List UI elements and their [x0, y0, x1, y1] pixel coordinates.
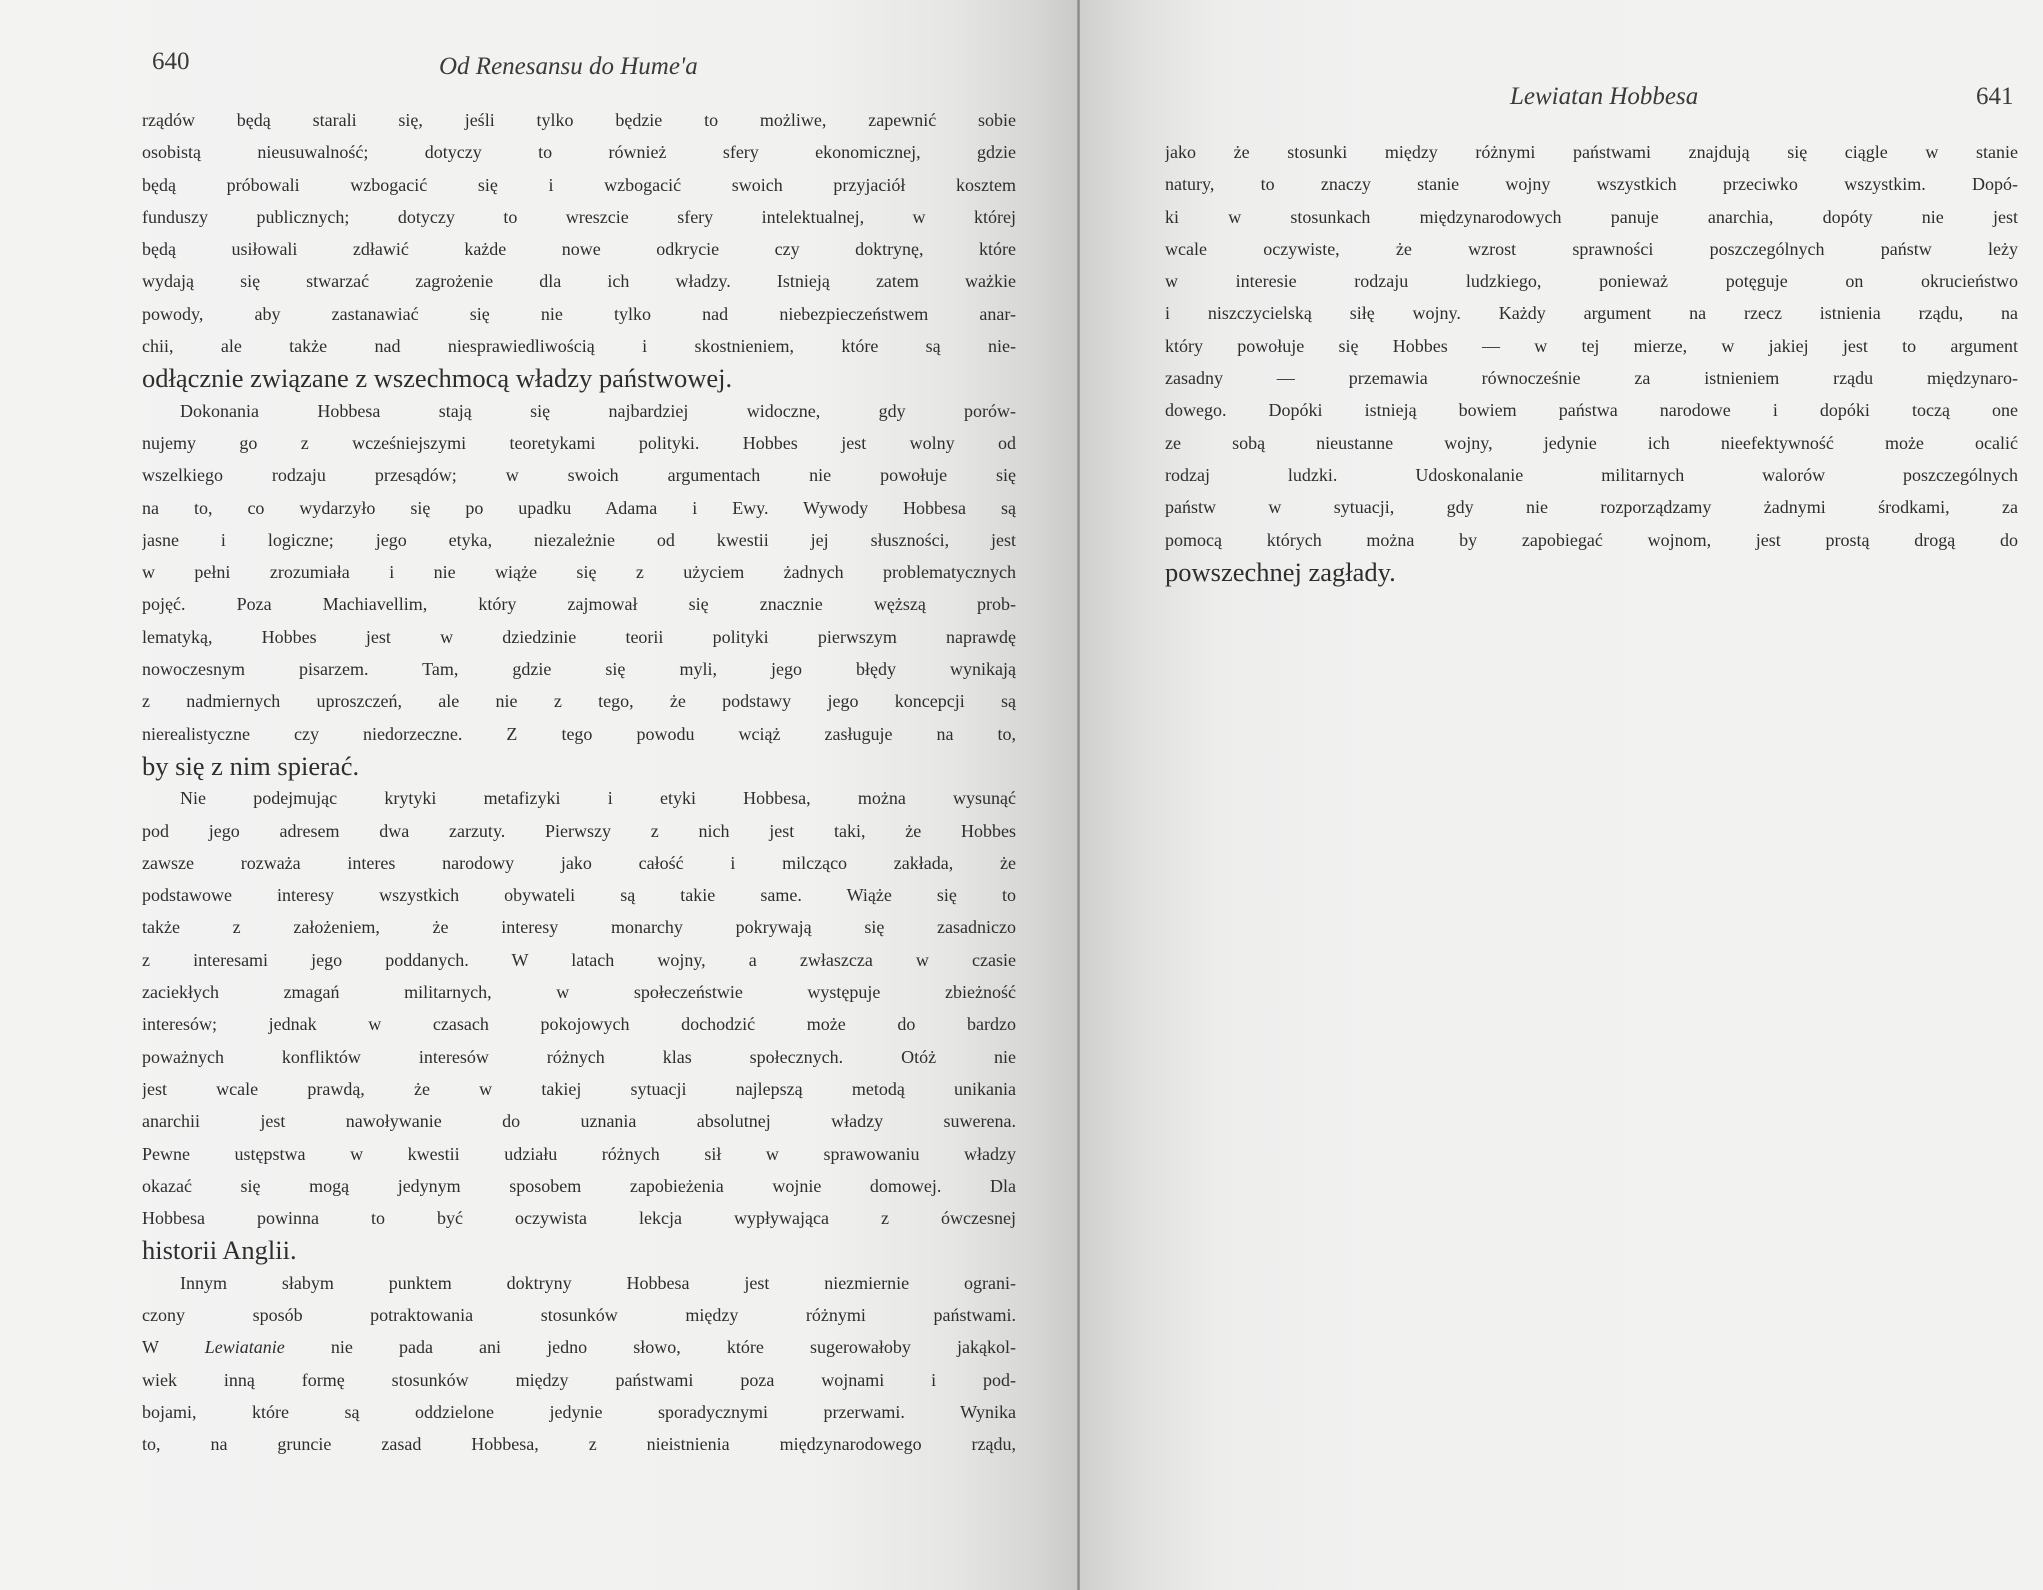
text-line-content: [142, 944, 1016, 976]
text-line: [142, 1008, 1016, 1040]
text-body: powszechnej zagłady.: [1165, 556, 1396, 587]
text-body: który powołuje się Hobbes — w tej mierze, w jakiej jest to argument: [1165, 335, 2018, 356]
text-line: [142, 1299, 1016, 1331]
text-line: [142, 1364, 1016, 1396]
text-line: [1165, 297, 2018, 329]
text-body: jako że stosunki między różnymi państwami znajdują się ciągle w stanie: [1165, 142, 2018, 162]
text-body: powody, aby zastanawiać się nie tylko nad niebezpieczeństwem anar-: [142, 303, 1016, 324]
text-line-content: [1165, 427, 2018, 459]
text-body: Dokonania Hobbesa stają się najbardziej widoczne, gdy porów-: [180, 400, 1016, 421]
text-line-content: [1165, 394, 2018, 426]
text-line: [1165, 265, 2018, 297]
running-head-left: Od Renesansu do Hume'a: [439, 53, 698, 80]
text-body: w pełni zrozumiała i nie wiąże się z użyciem żadnych problematycznych: [142, 562, 1016, 583]
text-line-content: [142, 556, 1016, 588]
text-line: [142, 1396, 1016, 1428]
text-body: ki w stosunkach międzynarodowych panuje anarchia, dopóty nie jest: [1165, 206, 2018, 227]
text-line-content: [180, 395, 1016, 427]
text-line-content: [142, 265, 1016, 297]
text-line-content: [142, 169, 1016, 201]
text-line: [142, 201, 1016, 233]
text-line: [142, 524, 1016, 556]
text-line-content: [1165, 556, 2018, 588]
text-line-content: [142, 427, 1016, 459]
text-line: [142, 298, 1016, 330]
text-line: [142, 944, 1016, 976]
text-line: [142, 362, 1016, 394]
text-line-content: [142, 362, 1016, 394]
text-line: [1165, 330, 2018, 362]
text-line: [142, 233, 1016, 265]
text-line-content: [1165, 136, 2018, 168]
left-page-text: [142, 104, 1016, 1460]
text-line: [1165, 427, 2018, 459]
text-body: anarchii jest nawoływanie do uznania absolutnej władzy suwerena.: [142, 1111, 1016, 1132]
right-page-text: [1165, 136, 2018, 588]
text-line-content: [142, 233, 1016, 265]
text-line: [142, 1138, 1016, 1170]
text-line-content: [142, 1170, 1016, 1202]
text-body: dowego. Dopóki istnieją bowiem państwa narodowe i dopóki toczą one: [1165, 400, 2018, 421]
text-body: funduszy publicznych; dotyczy to wreszcie sfery intelektualnej, w której: [142, 206, 1016, 227]
text-body: to, na gruncie zasad Hobbesa, z nieistnienia międzynarodowego rządu,: [142, 1434, 1016, 1455]
text-line-content: [142, 976, 1016, 1008]
text-line: [142, 1234, 1016, 1266]
text-body: Nie podejmując krytyki metafizyki i etyki Hobbesa, można wysunąć: [180, 788, 1016, 809]
text-body: zawsze rozważa interes narodowy jako całość i milcząco zakłada, że: [142, 852, 1016, 873]
page-number-left: 640: [152, 48, 190, 75]
book-gutter: [1077, 0, 1080, 1590]
text-line: [142, 265, 1016, 297]
text-line: [1165, 362, 2018, 394]
text-body: Pewne ustępstwa w kwestii udziału różnych sił w sprawowaniu władzy: [142, 1143, 1016, 1164]
text-prefix: W: [142, 1337, 205, 1358]
text-line-content: [142, 524, 1016, 556]
text-line: [142, 169, 1016, 201]
text-body: Hobbesa powinna to być oczywista lekcja wypływająca z ówczesnej: [142, 1208, 1016, 1229]
text-line-content: [142, 685, 1016, 717]
text-body: podstawowe interesy wszystkich obywateli są takie same. Wiąże się to: [142, 885, 1016, 906]
text-line-content: [1165, 524, 2018, 556]
text-body: nierealistyczne czy niedorzeczne. Z tego powodu wciąż zasługuje na to,: [142, 723, 1016, 744]
text-line: [142, 427, 1016, 459]
text-body: wiek inną formę stosunków między państwami poza wojnami i pod-: [142, 1369, 1016, 1390]
text-line-content: [1165, 459, 2018, 491]
text-body: rodzaj ludzki. Udoskonalanie militarnych walorów poszczególnych: [1165, 464, 2018, 485]
text-body: z interesami jego poddanych. W latach wojny, a zwłaszcza w czasie: [142, 949, 1016, 970]
text-line-content: [142, 911, 1016, 943]
text-line-content: [142, 459, 1016, 491]
text-body: interesów; jednak w czasach pokojowych dochodzić może do bardzo: [142, 1014, 1016, 1035]
text-line-content: [1165, 330, 2018, 362]
text-line: [142, 976, 1016, 1008]
text-body: chii, ale także nad niesprawiedliwością i skostnieniem, które są nie-: [142, 336, 1016, 357]
text-line: [1165, 459, 2018, 491]
text-line-content: [142, 1138, 1016, 1170]
text-line: [1165, 168, 2018, 200]
text-line-content: [1165, 491, 2018, 523]
text-line-content: [142, 330, 1016, 362]
text-line-content: [1165, 265, 2018, 297]
text-line: [142, 1267, 1016, 1299]
text-body: historii Anglii.: [142, 1235, 297, 1266]
text-line-content: [1165, 201, 2018, 233]
text-line: [142, 459, 1016, 491]
text-line-content: [142, 1234, 1016, 1266]
text-line-content: [142, 298, 1016, 330]
text-body: czony sposób potraktowania stosunków między różnymi państwami.: [142, 1304, 1016, 1325]
text-body: pod jego adresem dwa zarzuty. Pierwszy z nich jest taki, że Hobbes: [142, 820, 1016, 841]
text-line-content: [142, 847, 1016, 879]
text-body: okazać się mogą jedynym sposobem zapobieżenia wojnie domowej. Dla: [142, 1175, 1016, 1196]
text-line: [142, 556, 1016, 588]
text-body: by się z nim spierać.: [142, 750, 360, 781]
text-body: zaciekłych zmagań militarnych, w społeczeństwie występuje zbieżność: [142, 982, 1016, 1003]
text-body: Innym słabym punktem doktryny Hobbesa jest niezmiernie ograni-: [180, 1272, 1016, 1293]
text-line: [142, 1428, 1016, 1460]
text-line-content: [142, 1396, 1016, 1428]
text-body: będą próbowali wzbogacić się i wzbogacić swoich przyjaciół kosztem: [142, 174, 1016, 195]
text-line: [142, 1202, 1016, 1234]
text-line-content: [142, 1041, 1016, 1073]
text-body: w interesie rodzaju ludzkiego, ponieważ potęguje on okrucieństwo: [1165, 271, 2018, 292]
text-line: [142, 879, 1016, 911]
text-line-content: [180, 782, 1016, 814]
text-line-content: [142, 1105, 1016, 1137]
text-body: osobistą nieusuwalność; dotyczy to również sfery ekonomicznej, gdzie: [142, 142, 1016, 163]
text-line-content: [142, 104, 1016, 136]
text-line-content: [142, 1073, 1016, 1105]
text-body: ze sobą nieustanne wojny, jedynie ich nieefektywność może ocalić: [1165, 432, 2018, 453]
text-line: [142, 330, 1016, 362]
text-line: [1165, 491, 2018, 523]
text-line-content: [142, 653, 1016, 685]
text-line-content: [1165, 297, 2018, 329]
text-line: [142, 782, 1016, 814]
text-body: natury, to znaczy stanie wojny wszystkich przeciwko wszystkim. Dopó-: [1165, 174, 2018, 195]
text-body: rządów będą starali się, jeśli tylko będzie to możliwe, zapewnić sobie: [142, 110, 1016, 130]
text-body: i niszczycielską siłę wojny. Każdy argument na rzecz istnienia rządu, na: [1165, 303, 2018, 324]
text-body: nowoczesnym pisarzem. Tam, gdzie się myli, jego błędy wynikają: [142, 659, 1016, 680]
text-body: państw w sytuacji, gdy nie rozporządzamy żadnymi środkami, za: [1165, 497, 2018, 518]
running-head-right: Lewiatan Hobbesa: [1510, 83, 1699, 110]
text-body: zasadny — przemawia równocześnie za istnieniem rządu międzynaro-: [1165, 368, 2018, 389]
text-line: [142, 1170, 1016, 1202]
text-line: [142, 750, 1016, 782]
text-body: z nadmiernych uproszczeń, ale nie z tego, że podstawy jego koncepcji są: [142, 691, 1016, 712]
text-line: [142, 395, 1016, 427]
text-line: [1165, 233, 2018, 265]
text-line-content: [142, 718, 1016, 750]
text-line: [142, 1041, 1016, 1073]
text-body: odłącznie związane z wszechmocą władzy państwowej.: [142, 363, 733, 394]
text-line: [142, 621, 1016, 653]
text-body: bojami, które są oddzielone jedynie sporadycznymi przerwami. Wynika: [142, 1401, 1016, 1422]
text-line: [1165, 556, 2018, 588]
text-body: nujemy go z wcześniejszymi teoretykami polityki. Hobbes jest wolny od: [142, 432, 1016, 453]
text-body: wydają się stwarzać zagrożenie dla ich władzy. Istnieją zatem ważkie: [142, 271, 1016, 292]
text-line-content: [1165, 168, 2018, 200]
text-line: [142, 847, 1016, 879]
text-body: wcale oczywiste, że wzrost sprawności poszczególnych państw leży: [1165, 238, 2018, 259]
text-line-content: [142, 588, 1016, 620]
text-line: [142, 685, 1016, 717]
book-title-italic: Lewiatanie: [204, 1337, 285, 1358]
text-line: [142, 911, 1016, 943]
text-line: [1165, 524, 2018, 556]
text-body: także z założeniem, że interesy monarchy pokrywają się zasadniczo: [142, 917, 1016, 938]
text-body: pomocą których można by zapobiegać wojnom, jest prostą drogą do: [1165, 529, 2018, 550]
text-body: jest wcale prawdą, że w takiej sytuacji najlepszą metodą unikania: [142, 1078, 1016, 1099]
text-body: poważnych konfliktów interesów różnych klas społecznych. Otóż nie: [142, 1046, 1016, 1067]
text-line-content: [142, 201, 1016, 233]
text-line-content: [142, 750, 1016, 782]
text-body: jasne i logiczne; jego etyka, niezależnie od kwestii jej słuszności, jest: [142, 529, 1016, 550]
text-line: [1165, 201, 2018, 233]
text-line: [142, 1331, 1016, 1363]
text-line: [142, 815, 1016, 847]
text-body: na to, co wydarzyło się po upadku Adama i Ewy. Wywody Hobbesa są: [142, 497, 1016, 518]
text-body: pojęć. Poza Machiavellim, który zajmował się znacznie węższą prob-: [142, 594, 1016, 615]
text-line-content: [180, 1267, 1016, 1299]
text-line-content: [142, 136, 1016, 168]
text-line-content: [1165, 362, 2018, 394]
text-line-content: [142, 1331, 1016, 1363]
text-line-content: [142, 621, 1016, 653]
text-body: nie pada ani jedno słowo, które sugerowałoby jakąkol-: [284, 1337, 1016, 1358]
text-line-content: [142, 1428, 1016, 1460]
text-line: [1165, 394, 2018, 426]
text-line: [142, 653, 1016, 685]
text-line: [142, 492, 1016, 524]
right-page: [1080, 0, 2043, 1590]
text-line-content: [142, 879, 1016, 911]
text-line: [142, 136, 1016, 168]
text-line: [142, 718, 1016, 750]
text-line-content: [142, 815, 1016, 847]
text-body: wszelkiego rodzaju przesądów; w swoich argumentach nie powołuje się: [142, 465, 1016, 486]
text-line-content: [142, 1008, 1016, 1040]
text-line: [1165, 136, 2018, 168]
text-line-content: [142, 1364, 1016, 1396]
text-line: [142, 1105, 1016, 1137]
text-line: [142, 1073, 1016, 1105]
text-body: lematyką, Hobbes jest w dziedzinie teorii polityki pierwszym naprawdę: [142, 626, 1016, 647]
text-line: [142, 104, 1016, 136]
text-line-content: [1165, 233, 2018, 265]
text-line-content: [142, 492, 1016, 524]
text-body: będą usiłowali zdławić każde nowe odkrycie czy doktrynę, które: [142, 239, 1016, 260]
text-line-content: [142, 1202, 1016, 1234]
text-line: [142, 588, 1016, 620]
text-line-content: [142, 1299, 1016, 1331]
page-number-right: 641: [1976, 83, 2014, 110]
